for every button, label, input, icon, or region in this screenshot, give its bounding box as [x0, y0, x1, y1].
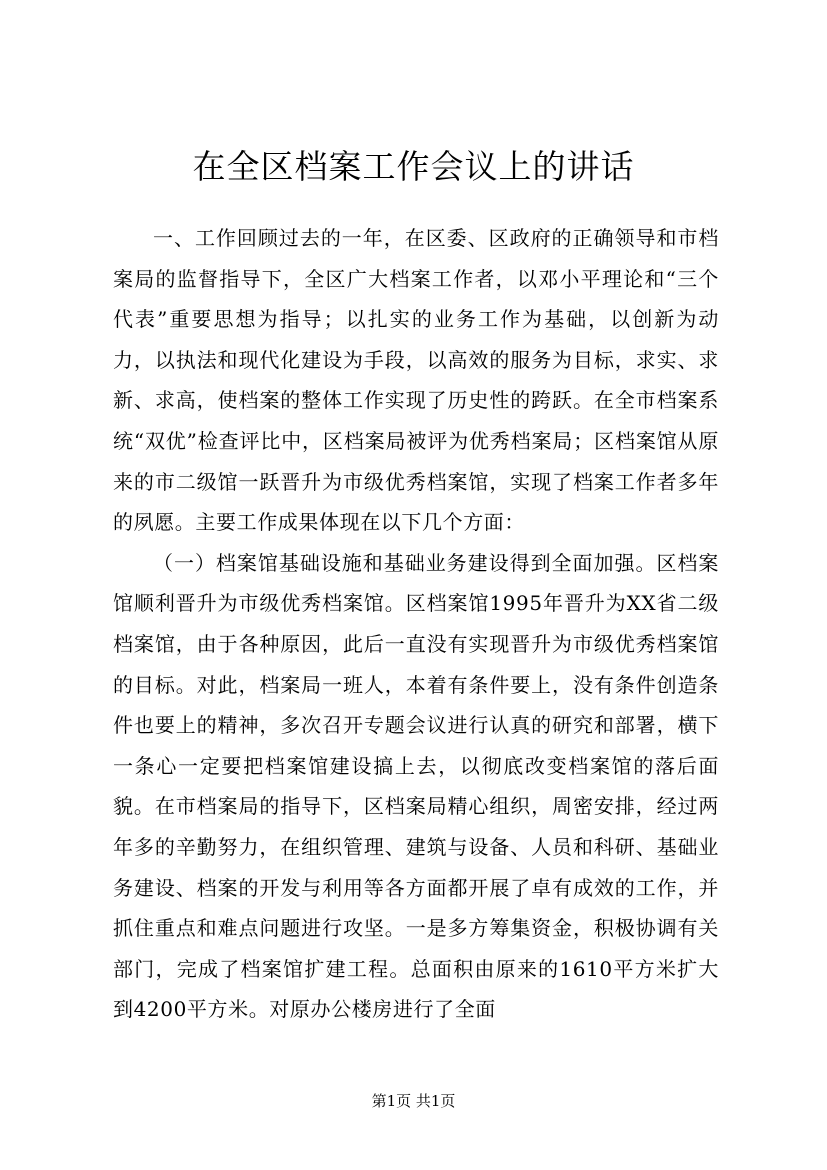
document-title: 在全区档案工作会议上的讲话: [192, 147, 635, 186]
document-body: [113, 218, 719, 1030]
paragraph-archive-infrastructure: （一）档案馆基础设施和基础业务建设得到全面加强。区档案馆顺利晋升为市级优秀档案馆。区档案馆1995年晋升为XX省二级档案馆，由于各种原因，此后一直没有实现晋升为市级优秀档案馆的目标。对此，档案局一班人，本着有条件要上，没有条件创造条件也要上的精神，多次召开专题会议进行认真的研究和部署，横下一条心一定要把档案馆建设搞上去，以彻底改变档案馆的落后面貌。在市档案局的指导下，区档案局精心组织，周密安排，经过两年多的辛勤努力，在组织管理、建筑与设备、人员和科研、基础业务建设、档案的开发与利用等各方面都开展了卓有成效的工作，并抓住重点和难点问题进行攻坚。一是多方筹集资金，积极协调有关部门，完成了档案馆扩建工程。总面积由原来的1610平方米扩大到4200平方米。对原办公楼房进行了全面: [113, 550, 719, 1022]
page-number-footer: 第1页 共1页: [371, 1092, 456, 1110]
paragraph-work-review: 一、工作回顾过去的一年，在区委、区政府的正确领导和市档案局的监督指导下，全区广大档案工作者，以邓小平理论和“三个代表”重要思想为指导；以扎实的业务工作为基础，以创新为动力，以执法和现代化建设为手段，以高效的服务为目标，求实、求新、求高，使档案的整体工作实现了历史性的跨跃。在全市档案系统“双优”检查评比中，区档案局被评为优秀档案局；区档案馆从原来的市二级馆一跃晋升为市级优秀档案馆，实现了档案工作者多年的夙愿。主要工作成果体现在以下几个方面：: [113, 226, 719, 535]
